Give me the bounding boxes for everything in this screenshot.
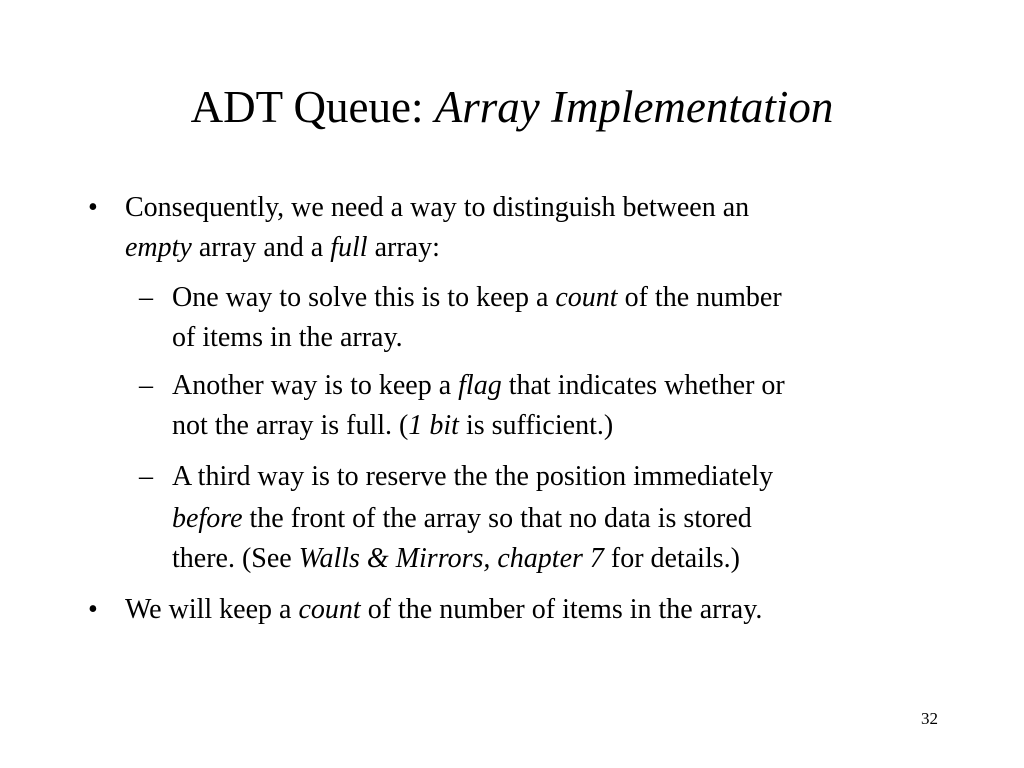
bullet-text: of the number of items in the array. <box>360 594 763 625</box>
bullet-text: array: <box>367 232 440 263</box>
sub-bullet-emphasis: before <box>172 503 243 534</box>
sub-bullet-line <box>172 318 403 358</box>
sub-bullet-line <box>172 366 785 406</box>
sub-bullet-text: there. (See <box>172 543 299 574</box>
sub-bullet-line <box>172 457 773 497</box>
bullet-text: Consequently, we need a way to distinguish between an <box>125 192 750 223</box>
title-plain-text: ADT Queue: <box>190 82 435 132</box>
bullet-marker: • <box>88 594 98 625</box>
sub-bullet-marker: – <box>139 282 153 313</box>
sub-bullet-emphasis: count <box>555 282 618 313</box>
sub-bullet-text: the front of the array so that no data is stored <box>242 503 752 534</box>
sub-bullet-text: is sufficient.) <box>458 410 614 441</box>
sub-bullet-emphasis: flag <box>458 370 502 401</box>
bullet-text: We will keep a <box>125 594 299 625</box>
sub-bullet-text: One way to solve this is to keep a <box>172 282 556 313</box>
page-number: 32 <box>921 709 938 728</box>
title-italic-text: Array Implementation <box>434 82 834 132</box>
bullet-emphasis: empty <box>125 232 192 263</box>
sub-bullet-line <box>172 406 613 446</box>
sub-bullet-line <box>172 499 752 539</box>
sub-bullet-text: that indicates whether or <box>501 370 785 401</box>
sub-bullet-text: for details.) <box>603 543 740 574</box>
sub-bullet-text: of the number <box>617 282 782 313</box>
bullet-emphasis: count <box>298 594 361 625</box>
sub-bullet-marker: – <box>139 370 153 401</box>
sub-bullet-text: of items in the array. <box>172 322 403 353</box>
bullet-marker: • <box>88 192 98 223</box>
bullet-line <box>125 228 440 268</box>
bullet-line <box>125 590 762 630</box>
sub-bullet-line <box>172 539 740 579</box>
slide-title <box>0 78 1024 136</box>
bullet-emphasis: full <box>330 232 368 263</box>
sub-bullet-emphasis: 1 bit <box>408 410 459 441</box>
sub-bullet-marker: – <box>139 461 153 492</box>
bullet-text: array and a <box>191 232 331 263</box>
sub-bullet-line <box>172 278 782 318</box>
sub-bullet-text: Another way is to keep a <box>172 370 459 401</box>
sub-bullet-text: not the array is full. ( <box>172 410 409 441</box>
sub-bullet-text: A third way is to reserve the the position immediately <box>172 461 774 492</box>
sub-bullet-emphasis: Walls & Mirrors, chapter 7 <box>298 543 604 574</box>
bullet-line <box>125 188 749 228</box>
